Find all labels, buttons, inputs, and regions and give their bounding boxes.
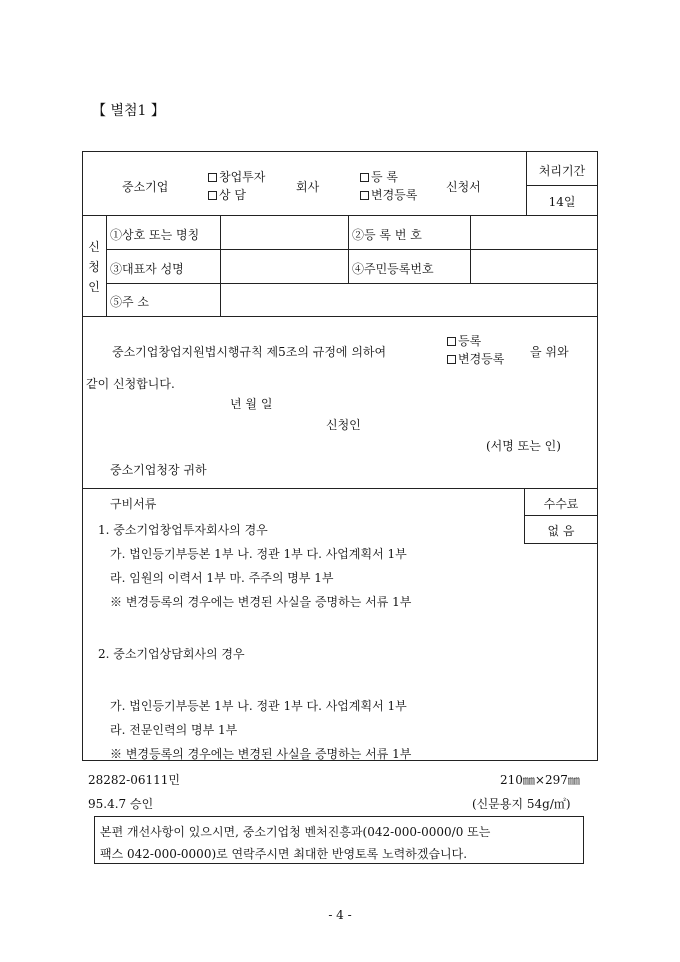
checkbox-body-change[interactable]: [447, 355, 456, 364]
paper-size: 210㎜×297㎜: [500, 773, 580, 787]
docs-heading: 구비서류: [110, 497, 157, 511]
checkbox-register[interactable]: [360, 173, 369, 182]
input-reg-no[interactable]: [473, 217, 596, 247]
org-prefix: 중소기업: [122, 180, 169, 194]
fee-label: 수수료: [543, 497, 579, 511]
checkbox-consult[interactable]: [208, 191, 217, 200]
fee-value: 없 음: [547, 524, 575, 538]
statement-line-2: 같이 신청합니다.: [86, 377, 175, 391]
notice-line-1: 본편 개선사항이 있으시면, 중소기업청 벤처진흥과(042-000-0000/0 또는: [100, 825, 491, 839]
option-venture[interactable]: 창업투자: [208, 168, 265, 185]
option-change[interactable]: 변경등록: [360, 186, 417, 203]
section-2-line-1: 가. 법인등기부등본 1부 나. 정관 1부 다. 사업계획서 1부: [110, 699, 407, 713]
notice-line-2: 팩스 042-000-0000)로 연락주시면 최대한 반영토록 노력하겠습니다.: [100, 847, 468, 861]
option-register[interactable]: 등 록: [360, 168, 398, 185]
input-address[interactable]: [223, 285, 596, 314]
label-address: ⑤주 소: [110, 295, 149, 309]
company-suffix: 회사: [296, 180, 320, 194]
applicant-side-label-3: 인: [88, 280, 100, 294]
sign-or-seal: (서명 또는 인): [486, 439, 561, 453]
paper-spec: (신문용지 54g/㎡): [472, 797, 571, 811]
approval-date: 95.4.7 승인: [88, 797, 154, 811]
label-representative: ③대표자 성명: [110, 262, 184, 276]
processing-label: 처리기간: [538, 164, 586, 178]
body-option-change[interactable]: 변경등록: [447, 350, 504, 367]
form-number: 28282-06111민: [88, 773, 180, 787]
section-1-note: ※ 변경등록의 경우에는 변경된 사실을 증명하는 서류 1부: [110, 595, 412, 609]
section-2-line-2: 라. 전문인력의 명부 1부: [110, 723, 238, 737]
applicant-side-label-1: 신: [88, 240, 100, 254]
attachment-label: 【 별첨1 】: [92, 103, 165, 119]
checkbox-change[interactable]: [360, 191, 369, 200]
input-resident-no[interactable]: [473, 251, 596, 281]
label-company-name: ①상호 또는 명칭: [110, 228, 200, 242]
checkbox-venture[interactable]: [208, 173, 217, 182]
applicant-signature-label: 신청인: [326, 418, 361, 432]
doc-title: 신청서: [446, 180, 481, 194]
section-1-title: 1. 중소기업창업투자회사의 경우: [98, 523, 268, 537]
section-1-line-2: 라. 임원의 이력서 1부 마. 주주의 명부 1부: [110, 571, 334, 585]
input-company-name[interactable]: [223, 217, 346, 247]
addressee: 중소기업청장 귀하: [110, 463, 207, 477]
label-reg-no: ②등 록 번 호: [352, 228, 422, 242]
date-line[interactable]: 년 월 일: [230, 397, 273, 411]
body-option-register[interactable]: 등록: [447, 332, 481, 349]
option-consult[interactable]: 상 담: [208, 186, 246, 203]
section-1-line-1: 가. 법인등기부등본 1부 나. 정관 1부 다. 사업계획서 1부: [110, 547, 407, 561]
statement-line-1-suffix: 을 위와: [530, 345, 569, 359]
label-resident-no: ④주민등록번호: [352, 262, 434, 276]
input-representative[interactable]: [223, 251, 346, 281]
section-2-title: 2. 중소기업상담회사의 경우: [98, 647, 245, 661]
page-number: - 4 -: [328, 908, 352, 922]
processing-value: 14일: [548, 195, 576, 209]
statement-line-1: 중소기업창업지원법시행규칙 제5조의 규정에 의하여: [112, 345, 387, 359]
applicant-side-label-2: 청: [88, 260, 100, 274]
section-2-note: ※ 변경등록의 경우에는 변경된 사실을 증명하는 서류 1부: [110, 747, 412, 761]
checkbox-body-register[interactable]: [447, 337, 456, 346]
